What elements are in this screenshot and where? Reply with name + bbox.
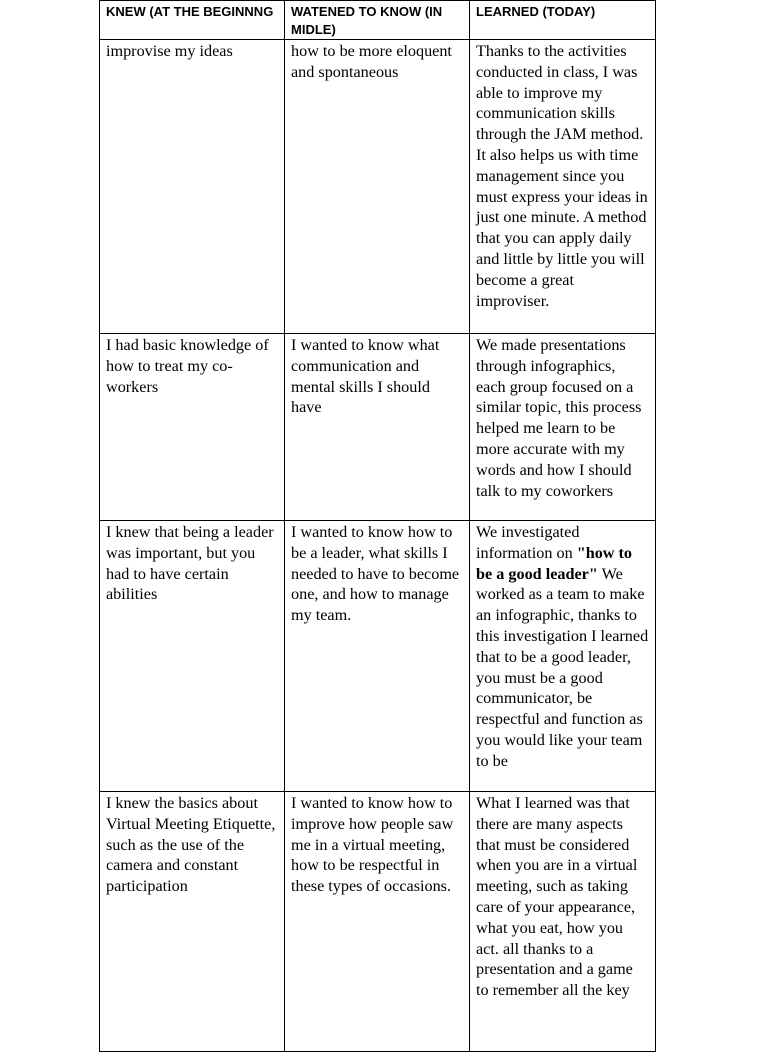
table-row (100, 521, 656, 792)
header-wanted-to-know: WATENED TO KNOW (IN MIDLE) (285, 1, 470, 40)
cell-wanted-text: I wanted to know how to improve how people saw me in a virtual meeting, how to be respectful in these types of occasions. (291, 794, 454, 896)
cell-wanted-text: I wanted to know how to be a leader, what skills I needed to have to become one, and how to manage my team. (291, 523, 460, 625)
cell-knew (100, 792, 285, 1052)
cell-knew-text: I had basic knowledge of how to treat my co-workers (106, 336, 269, 396)
learned-text-end: We worked as a team to make an infographic, thanks to this investigation I learned that to be a good leader, you must be a good communicator, be respectful and function as you would like your team to be (476, 564, 649, 770)
cell-knew-text: I knew that being a leader was important, but you had to have certain abilities (106, 523, 274, 604)
cell-knew-text: I knew the basics about Virtual Meeting Etiquette, such as the use of the camera and constant participation (106, 794, 276, 896)
cell-learned (470, 792, 656, 1052)
cell-wanted (285, 334, 470, 521)
header-row (100, 1, 656, 40)
cell-learned-text: What I learned was that there are many aspects that must be considered when you are in a virtual meeting, such as taking care of your appearance, what you eat, how you act. all thanks to a presentation and a game to remember all the key (476, 794, 638, 1000)
cell-learned-text: Thanks to the activities conducted in class, I was able to improve my communication skills through the JAM method. It also helps us with time management since you must express your ideas in just one minute. A method that you can apply daily and little by little you will become a great improviser. (476, 42, 648, 310)
header-knew: KNEW (AT THE BEGINNNG (100, 1, 285, 40)
table-row (100, 40, 656, 334)
table-row (100, 792, 656, 1052)
table-row (100, 334, 656, 521)
cell-knew (100, 521, 285, 792)
cell-wanted (285, 792, 470, 1052)
cell-learned-text: We made presentations through infographics, each group focused on a similar topic, this process helped me learn to be more accurate with my words and how I should talk to my coworkers (476, 336, 642, 500)
cell-knew (100, 334, 285, 521)
cell-learned (470, 521, 656, 792)
learned-text-bold: "how to be a good leader" (476, 543, 633, 583)
cell-knew (100, 40, 285, 334)
cell-learned (470, 334, 656, 521)
cell-learned-text (476, 523, 648, 770)
header-learned: LEARNED (TODAY) (470, 1, 656, 40)
learned-text-start: We investigated information on (476, 523, 580, 562)
cell-knew-text: improvise my ideas (106, 42, 233, 60)
cell-wanted-text: I wanted to know what communication and mental skills I should have (291, 336, 440, 417)
cell-wanted (285, 40, 470, 334)
kwl-table (99, 0, 656, 1052)
cell-learned (470, 40, 656, 334)
cell-wanted (285, 521, 470, 792)
cell-wanted-text: how to be more eloquent and spontaneous (291, 42, 452, 81)
